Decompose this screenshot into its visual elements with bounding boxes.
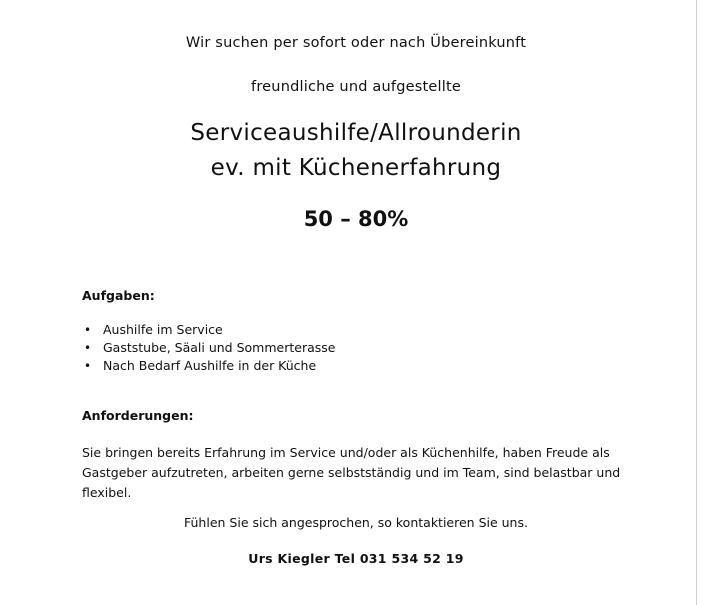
paragraph-line: flexibel. [82, 485, 132, 500]
task-text: Gaststube, Säali und Sommerterasse [103, 340, 336, 355]
job-subtitle: ev. mit Küchenerfahrung [210, 155, 502, 181]
intro-subline: freundliche und aufgestellte [251, 79, 461, 95]
tasks-list [82, 321, 335, 375]
requirements-paragraph [82, 443, 622, 503]
workload-percentage: 50 – 80% [303, 207, 409, 231]
page-edge [696, 0, 697, 605]
requirements-heading: Anforderungen: [82, 408, 194, 423]
list-item [82, 321, 335, 339]
bullet-icon: • [84, 359, 92, 373]
paragraph-line: Gastgeber aufzutreten, arbeiten gerne selbstständig und im Team, sind belastbar und [82, 465, 621, 480]
list-item [82, 357, 335, 375]
closing-text: Fühlen Sie sich angesprochen, so kontaktieren Sie uns. [184, 515, 528, 530]
bullet-icon: • [84, 323, 92, 337]
contact-info: Urs Kiegler Tel 031 534 52 19 [248, 551, 464, 566]
job-title: Serviceaushilfe/Allrounderin [190, 120, 522, 146]
paragraph-line: Sie bringen bereits Erfahrung im Service und/oder als Küchenhilfe, haben Freude als [82, 445, 610, 460]
tasks-heading: Aufgaben: [82, 288, 155, 303]
intro-line: Wir suchen per sofort oder nach Übereinkunft [185, 35, 527, 51]
bullet-icon: • [84, 341, 92, 355]
task-text: Aushilfe im Service [103, 322, 223, 337]
task-text: Nach Bedarf Aushilfe in der Küche [103, 358, 317, 373]
list-item [82, 339, 335, 357]
